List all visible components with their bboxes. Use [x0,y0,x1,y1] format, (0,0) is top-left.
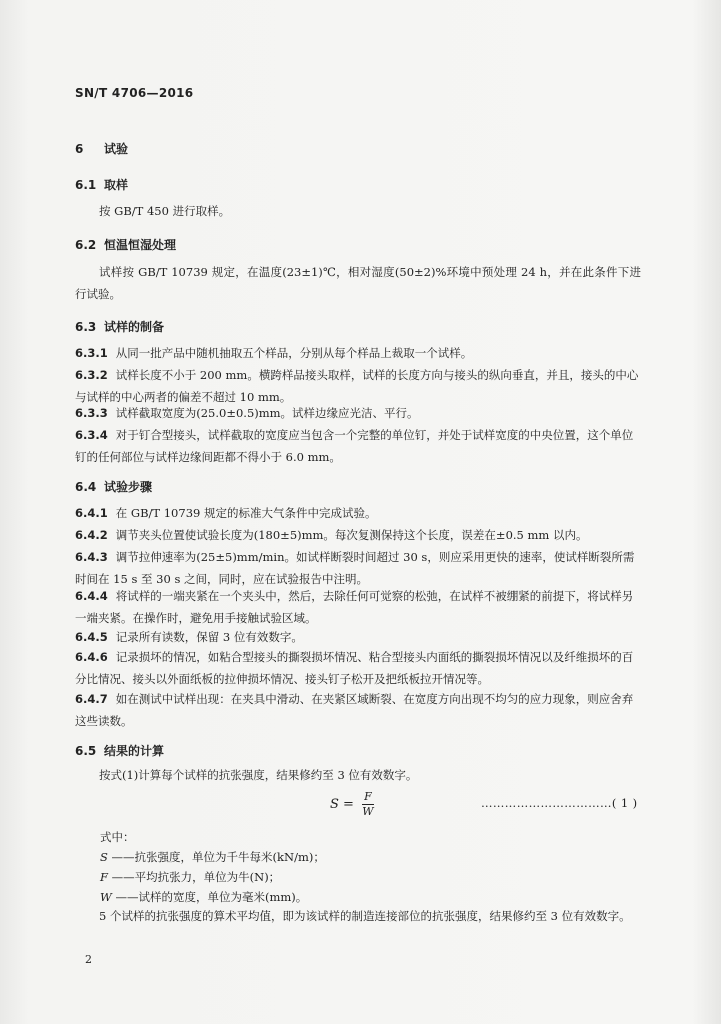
heading-6-5 [75,742,164,759]
heading-6 [75,140,128,157]
paragraph-6-5-closing: 5 个试样的抗张强度的算术平均值，即为该试样的制造连接部位的抗张强度，结果修约至 3 位有效数字。 [99,909,631,923]
clause-6-4-3 [75,546,641,590]
def-symbol: F [100,870,108,884]
heading-title: 试验步骤 [104,480,153,494]
heading-6-2 [75,236,176,253]
clause-text: 试样截取宽度为(25.0±0.5)mm。试样边缘应光洁、平行。 [115,406,419,420]
formula-lhs: S [330,797,339,812]
page-number: 2 [85,953,92,966]
formula-dots: …………………………… [481,796,612,810]
formula-number [481,796,638,810]
heading-number: 6.2 [75,238,97,252]
formula-numerator: F [364,790,372,803]
clause-6-4-6 [75,646,641,690]
def-symbol: S [100,850,108,864]
def-dash: —— [111,850,135,864]
clause-number: 6.3.3 [75,406,108,420]
heading-number: 6 [75,142,84,156]
formula-denominator: W [362,805,374,818]
def-symbol: W [100,890,112,904]
clause-number: 6.3.4 [75,428,108,442]
heading-title: 试样的制备 [104,320,165,334]
formula-equals: = [343,797,354,812]
heading-title: 试验 [104,142,129,156]
paragraph-6-2: 试样按 GB/T 10739 规定，在温度(23±1)℃，相对湿度(50±2)%环境中预处理 24 h，并在此条件下进行试验。 [75,265,641,301]
heading-6-4 [75,478,152,495]
clause-6-4-7 [75,688,641,732]
definition-w [100,888,307,906]
heading-number: 6.5 [75,744,97,758]
clause-text: 从同一批产品中随机抽取五个样品，分别从每个样品上裁取一个试样。 [115,346,473,360]
clause-text: 对于钉合型接头，试样截取的宽度应当包含一个完整的单位钉，并处于试样宽度的中央位置，这个单位钉的任何部位与试样边缘间距都不得小于 6.0 mm。 [75,428,634,464]
def-dash: —— [115,890,139,904]
clause-6-4-4 [75,585,641,629]
definition-s [100,848,325,866]
clause-number: 6.4.5 [75,630,108,644]
clause-text: 记录损坏的情况，如粘合型接头的撕裂损坏情况、粘合型接头内面纸的撕裂损坏情况以及纤维损坏的百分比情况、接头以外面纸板的拉伸损坏情况、接头钉子松开及把纸板拉开情况等。 [75,650,634,686]
heading-number: 6.4 [75,480,97,494]
heading-number: 6.1 [75,178,97,192]
heading-number: 6.3 [75,320,97,334]
def-text: 抗张强度，单位为千牛每米(kN/m)； [134,850,325,864]
clause-number: 6.3.1 [75,346,108,360]
heading-title: 取样 [104,178,129,192]
formula-fraction [362,790,374,819]
paragraph-6-1: 按 GB/T 450 进行取样。 [99,204,231,218]
def-text: 试样的宽度，单位为毫米(mm)。 [138,890,308,904]
clause-text: 调节夹头位置使试验长度为(180±5)mm。每次复测保持这个长度，误差在±0.5 mm 以内。 [115,528,588,542]
where-label: 式中： [100,830,135,844]
clause-number: 6.4.3 [75,550,108,564]
clause-text: 调节拉伸速率为(25±5)mm/min。如试样断裂时间超过 30 s，则应采用更快的速率，使试样断裂所需时间在 15 s 至 30 s 之间，同时，应在试验报告中注明。 [75,550,635,586]
heading-title: 恒温恒湿处理 [104,238,177,252]
heading-6-1 [75,176,128,193]
clause-text: 在 GB/T 10739 规定的标准大气条件中完成试验。 [115,506,377,520]
clause-6-4-2 [75,524,641,546]
clause-text: 记录所有读数，保留 3 位有效数字。 [115,630,303,644]
clause-text: 试样长度不小于 200 mm。横跨样品接头取样，试样的长度方向与接头的纵向垂直，并且，接头的中心与试样的中心两者的偏差不超过 10 mm。 [75,368,639,404]
clause-number: 6.4.6 [75,650,108,664]
formula-1 [330,790,374,819]
standard-code: SN/T 4706—2016 [75,86,194,100]
clause-6-3-1 [75,342,641,364]
heading-6-3 [75,318,164,335]
clause-number: 6.3.2 [75,368,108,382]
formula-label: ( 1 ) [611,796,638,810]
heading-title: 结果的计算 [104,744,165,758]
clause-number: 6.4.1 [75,506,108,520]
clause-number: 6.4.7 [75,692,108,706]
clause-6-3-4 [75,424,641,468]
paragraph-6-5-intro: 按式(1)计算每个试样的抗张强度，结果修约至 3 位有效数字。 [99,768,418,782]
definition-f [100,868,280,886]
clause-6-3-3 [75,402,641,424]
def-text: 平均抗张力，单位为牛(N)； [134,870,281,884]
clause-6-4-5 [75,626,641,648]
clause-text: 将试样的一端夹紧在一个夹头中，然后，去除任何可觉察的松弛，在试样不被绷紧的前提下，将试样另一端夹紧。在操作时，避免用手接触试验区域。 [75,589,634,625]
clause-number: 6.4.4 [75,589,108,603]
clause-text: 如在测试中试样出现：在夹具中滑动、在夹紧区域断裂、在宽度方向出现不均匀的应力现象，则应舍弃这些读数。 [75,692,634,728]
clause-6-4-1 [75,502,641,524]
clause-number: 6.4.2 [75,528,108,542]
def-dash: —— [111,870,135,884]
